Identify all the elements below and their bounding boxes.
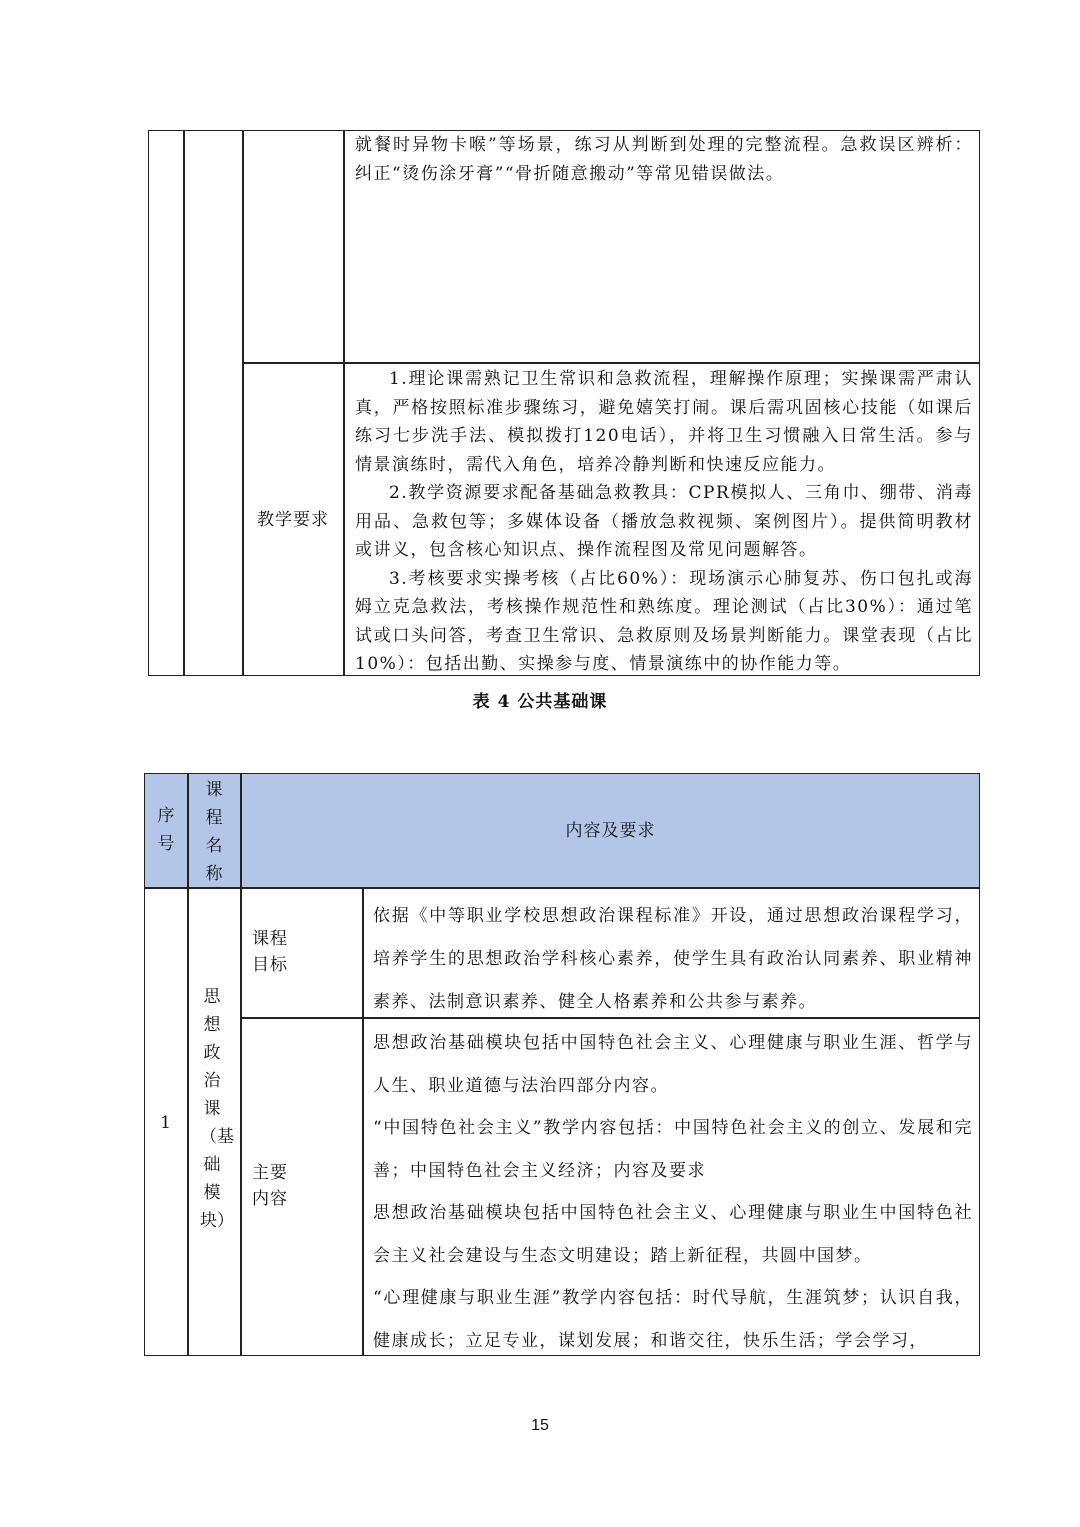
table-caption: 表 4 公共基础课 [472, 692, 608, 712]
table3-col-line-3 [343, 130, 345, 676]
requirement-3: 3.考核要求实操考核（占比60%）：现场演示心肺复苏、伤口包扎或海姆立克急救法，考核操作规范性和熟练度。理论测试（占比30%）：通过笔试或口头问答，考查卫生常识、急救原则及场景判断能力。课堂表现（占比10%）：包括出勤、实操参与度、情景演练中的协作能力等。 [355, 568, 973, 674]
row1-seq: 1 [160, 1113, 172, 1133]
table4-col-line-1 [187, 773, 189, 1356]
header-content: 内容及要求 [565, 821, 656, 841]
teaching-requirements-cell [355, 365, 973, 679]
main-text-2: “中国特色社会主义”教学内容包括：中国特色社会主义的创立、发展和完善；中国特色社会主义经济；内容及要求 [373, 1118, 973, 1181]
table3-col-line-1 [183, 130, 185, 676]
table4-header-line [144, 887, 980, 889]
main-text-4: “心理健康与职业生涯”教学内容包括：时代导航，生涯筑梦；认识自我，健康成长；立足专业，谋划发展；和谐交往，快乐生活；学会学习， [373, 1288, 973, 1351]
requirement-2: 2.教学资源要求配备基础急救教具：CPR模拟人、三角巾、绷带、消毒用品、急救包等；多媒体设备（播放急救视频、案例图片）。提供简明教材或讲义，包含核心知识点、操作流程图及常见问题解答。 [355, 483, 973, 560]
main-text-1: 思想政治基础模块包括中国特色社会主义、心理健康与职业生涯、哲学与人生、职业道德与法治四部分内容。 [373, 1033, 973, 1096]
page-number: 15 [531, 1417, 549, 1434]
teaching-requirements-label: 教学要求 [257, 510, 329, 530]
header-seq: 序号 [157, 806, 175, 854]
goal-label: 课程目标 [252, 929, 288, 975]
header-course-name: 课程名称 [205, 780, 223, 884]
table3-col-line-2 [242, 130, 244, 676]
table3-row-line [242, 362, 980, 364]
row1-course-name: 思想政治课（基础模块） [200, 987, 234, 1231]
table4-col-line-3 [362, 887, 364, 1356]
main-cell [373, 1022, 973, 1362]
content-text: 就餐时异物卡喉”等场景，练习从判断到处理的完整流程。急救误区辨析：纠正“烫伤涂牙膏”“骨折随意搬动”等常见错误做法。 [355, 135, 973, 184]
goal-text: 依据《中等职业学校思想政治课程标准》开设，通过思想政治课程学习，培养学生的思想政治学科核心素养，使学生具有政治认同素养、职业精神素养、法制意识素养、健全人格素养和公共参与素养。 [373, 906, 973, 1012]
table3-content-cell [355, 131, 973, 188]
goal-cell [373, 895, 973, 1024]
table4-col-line-2 [240, 773, 242, 1356]
main-text-3: 思想政治基础模块包括中国特色社会主义、心理健康与职业生中国特色社会主义社会建设与生态文明建设；踏上新征程，共圆中国梦。 [373, 1203, 973, 1266]
main-label: 主要内容 [252, 1163, 288, 1209]
requirement-1: 1.理论课需熟记卫生常识和急救流程，理解操作原理；实操课需严肃认真，严格按照标准步骤练习，避免嬉笑打闹。课后需巩固核心技能（如课后练习七步洗手法、模拟拨打120电话），并将卫生习惯融入日常生活。参与情景演练时，需代入角色，培养冷静判断和快速反应能力。 [355, 369, 973, 475]
